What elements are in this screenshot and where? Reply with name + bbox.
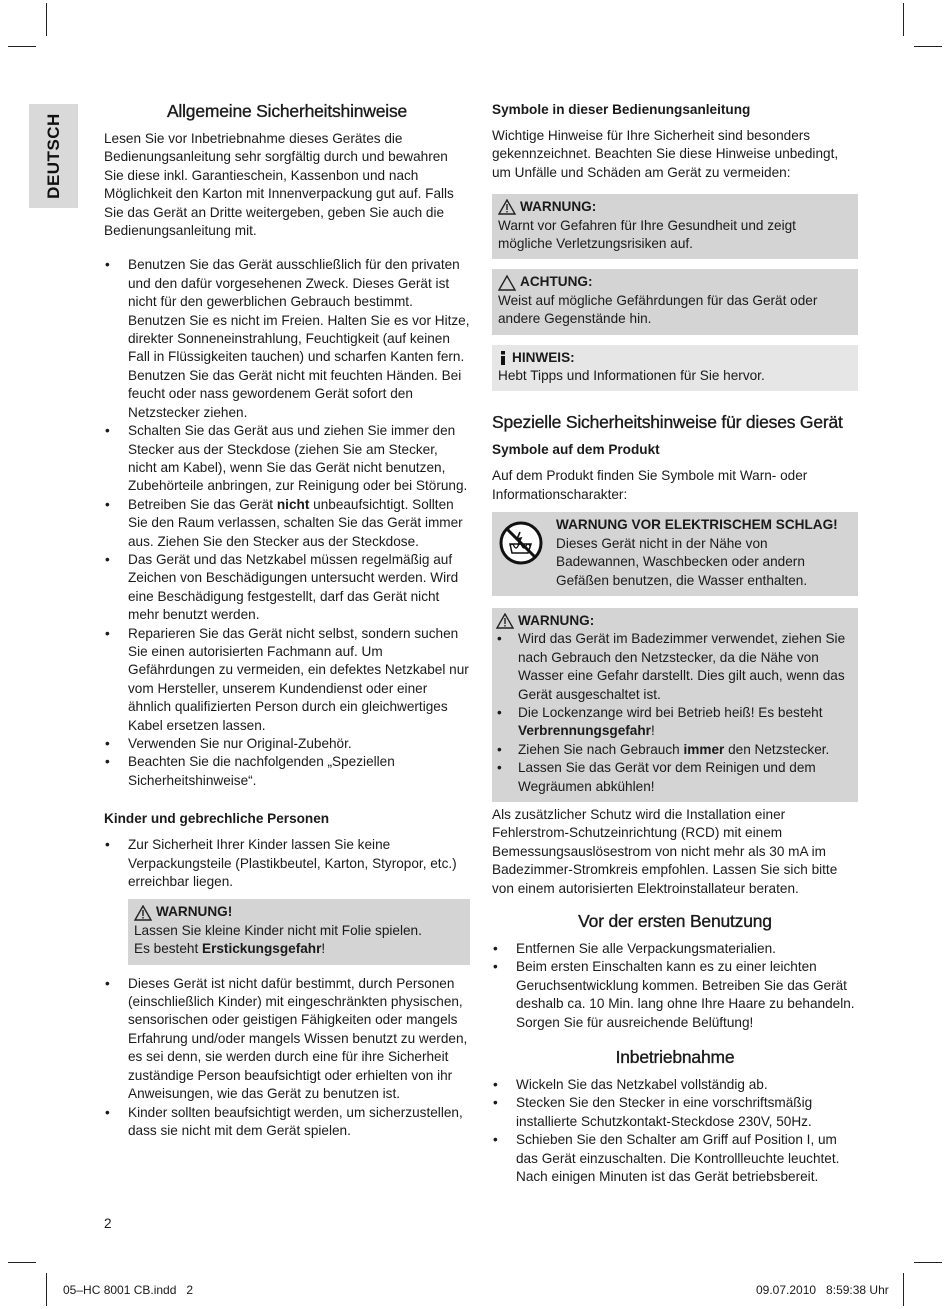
list-item: • Lassen Sie das Gerät vor dem Reinigen und dem Wegräumen abkühlen!: [496, 759, 852, 796]
list-item: • Schieben Sie den Schalter am Griff auf Position I, um das Gerät einzuschalten. Die Kontrollleuchte leuchtet. Nach einigen Minuten ist das Gerät betriebsbereit.: [492, 1131, 858, 1186]
children-list-2: [104, 975, 470, 1141]
warning-title: WARNUNG:: [518, 612, 595, 628]
warnung-box: [492, 194, 858, 259]
hinweis-box: [492, 345, 858, 392]
intro-paragraph: Lesen Sie vor Inbetriebnahme dieses Gerätes die Bedienungsanleitung sehr sorgfältig durch und bewahren Sie diese inkl. Garantieschein, Kassenbon und nach Möglichkeit den Karton mit Innenverpackung gut auf. Falls Sie das Gerät an Dritte weitergeben, geben Sie auch die Bedienungsanleitung mit.: [104, 131, 454, 239]
warning-title: WARNUNG!: [156, 904, 233, 920]
shock-warning-text: Dieses Gerät nicht in der Nähe von Badewannen, Waschbecken oder andern Gefäßen benutzen, die Wasser enthalten.: [556, 535, 808, 588]
footer-timestamp: 09.07.2010 8:59:38 Uhr: [756, 1283, 889, 1297]
list-item: • Beim ersten Einschalten kann es zu einer leichten Geruchsentwicklung kommen. Betreiben Sie das Gerät deshalb ca. 10 Min. lang ohne Ihre Haare zu behandeln. Sorgen Sie für ausreichende Belüftung!: [492, 958, 858, 1032]
list-item: • Kinder sollten beaufsichtigt werden, um sicherzustellen, dass sie nicht mit dem Gerät spielen.: [104, 1104, 470, 1141]
children-list-1: [104, 836, 470, 891]
achtung-title: ACHTUNG:: [520, 274, 593, 290]
shock-warning-box: [492, 512, 858, 596]
info-icon: [498, 350, 508, 366]
list-item: • Zur Sicherheit Ihrer Kinder lassen Sie keine Verpackungsteile (Plastikbeutel, Karton, Styropor, etc.) erreichbar liegen.: [104, 836, 470, 891]
warning-text: Es besteht Erstickungsgefahr!: [134, 941, 326, 957]
list-item: • Wird das Gerät im Badezimmer verwendet, ziehen Sie nach Gebrauch den Netzstecker, da die Nähe von Wasser eine Gefahr darstellt. Dies gilt auch, wenn das Gerät ausgeschaltet ist.: [496, 630, 852, 704]
bathroom-warning-list: [496, 630, 852, 796]
list-item: • Das Gerät und das Netzkabel müssen regelmäßig auf Zeichen von Beschädigungen untersucht werden. Wird eine Beschädigung festgestellt, darf das Gerät nicht mehr benutzt werden.: [104, 551, 470, 625]
crop-mark: [914, 46, 942, 47]
hinweis-text: Hebt Tipps und Informationen für Sie hervor.: [498, 368, 765, 384]
warning-box-children: [128, 899, 470, 964]
crop-mark: [903, 1273, 904, 1306]
list-item: • Wickeln Sie das Netzkabel vollständig ab.: [492, 1076, 858, 1094]
footer-file-name: 05–HC 8001 CB.indd 2: [63, 1283, 194, 1297]
bathroom-warning-box: [492, 608, 858, 802]
warning-triangle-icon: [496, 613, 514, 629]
list-item: • Dieses Gerät ist nicht dafür bestimmt, durch Personen (einschließlich Kinder) mit eingeschränkten physischen, sensorischen oder geistigen Fähigkeiten oder mangels Erfahrung und/oder mangels Wissen benutzt zu werden, es sei denn, sie werden durch eine für ihre Sicherheit zuständige Person beaufsichtigt oder erhielten von ihr Anweisungen, wie das Gerät zu benutzen ist.: [104, 975, 470, 1104]
crop-mark: [914, 1262, 942, 1263]
special-safety-heading: Spezielle Sicherheitshinweise für dieses Gerät: [492, 412, 843, 433]
operation-heading: Inbetriebnahme: [615, 1047, 735, 1068]
crop-mark: [8, 1262, 36, 1263]
list-item: • Reparieren Sie das Gerät nicht selbst, sondern suchen Sie einen autorisierten Fachmann auf. Um Gefährdungen zu vermeiden, ein defektes Netzkabel nur vom Hersteller, unserem Kundendienst oder einer ähnlich qualifizierten Person durch ein gleichwertiges Kabel ersetzen lassen.: [104, 625, 470, 735]
language-tab: [29, 104, 78, 208]
list-item: • Schalten Sie das Gerät aus und ziehen Sie immer den Stecker aus der Steckdose (ziehen Sie am Stecker, nicht am Kabel), wenn Sie das Gerät nicht benutzen, Zubehörteile anbringen, zur Reinigung oder bei Störung.: [104, 422, 470, 496]
symbols-intro: Wichtige Hinweise für Ihre Sicherheit sind besonders gekennzeichnet. Beachten Sie diese Hinweise unbedingt, um Unfälle und Schäden am Gerät zu vermeiden:: [492, 128, 839, 180]
crop-mark: [8, 46, 36, 47]
list-item: • Ziehen Sie nach Gebrauch immer den Netzstecker.: [496, 741, 852, 759]
hinweis-title: HINWEIS:: [512, 349, 575, 365]
product-symbols-intro: Auf dem Produkt finden Sie Symbole mit Warn- oder Informationscharakter:: [492, 468, 808, 502]
warnung-text: Warnt vor Gefahren für Ihre Gesundheit und zeigt mögliche Verletzungsrisiken auf.: [498, 217, 796, 252]
general-safety-list: [104, 256, 470, 790]
right-column: [492, 101, 858, 1194]
caution-triangle-icon: [498, 275, 516, 291]
symbols-heading: Symbole in dieser Bedienungsanleitung: [492, 102, 751, 117]
no-water-bath-icon: [498, 520, 544, 566]
achtung-box: [492, 269, 858, 334]
children-heading: Kinder und gebrechliche Personen: [104, 811, 330, 827]
warning-text: Lassen Sie kleine Kinder nicht mit Folie spielen.: [134, 922, 422, 938]
list-item: • Verwenden Sie nur Original-Zubehör.: [104, 735, 470, 753]
general-safety-heading: Allgemeine Sicherheitshinweise: [166, 101, 408, 121]
left-column: [104, 100, 470, 1148]
shock-warning-title: WARNUNG VOR ELEKTRISCHEM SCHLAG!: [556, 517, 838, 533]
operation-list: [492, 1076, 858, 1186]
list-item: • Entfernen Sie alle Verpackungsmaterialien.: [492, 940, 858, 958]
warnung-title: WARNUNG:: [520, 199, 597, 215]
first-use-heading: Vor der ersten Benutzung: [578, 911, 772, 931]
crop-mark: [903, 3, 904, 36]
list-item: • Beachten Sie die nachfolgenden „Speziellen Sicherheitshinweise“.: [104, 753, 470, 790]
warning-triangle-icon: [134, 905, 152, 921]
warning-triangle-icon: [498, 199, 516, 215]
crop-mark: [46, 1273, 47, 1306]
list-item: • Die Lockenzange wird bei Betrieb heiß! Es besteht Verbrennungsgefahr!: [496, 704, 852, 741]
rcd-paragraph: Als zusätzlicher Schutz wird die Installation einer Fehlerstrom-Schutzeinrichtung (RCD) mit einem Bemessungsauslösestrom von nicht mehr als 30 mA im Badezimmer-Stromkreis empfohlen. Lassen Sie sich bitte von einem autorisierten Elektroinstallateur beraten.: [492, 806, 838, 896]
list-item: • Betreiben Sie das Gerät nicht unbeaufsichtigt. Sollten Sie den Raum verlassen, schalten Sie das Gerät immer aus. Ziehen Sie den Stecker aus der Steckdose.: [104, 496, 470, 551]
first-use-list: [492, 940, 858, 1032]
achtung-text: Weist auf mögliche Gefährdungen für das Gerät oder andere Gegenstände hin.: [498, 292, 818, 327]
page-number: 2: [104, 1216, 112, 1231]
list-item: • Benutzen Sie das Gerät ausschließlich für den privaten und den dafür vorgesehenen Zweck. Dieses Gerät ist nicht für den gewerblichen Gebrauch bestimmt. Benutzen Sie es nicht im Freien. Halten Sie es vor Hitze, direkter Sonneneinstrahlung, Feuchtigkeit (auf keinen Fall in Flüssigkeiten tauchen) und scharfen Kanten fern. Benutzen Sie das Gerät nicht mit feuchten Händen. Bei feucht oder nass gewordenem Gerät sofort den Netzstecker ziehen.: [104, 256, 470, 422]
product-symbols-heading: Symbole auf dem Produkt: [492, 442, 660, 458]
list-item: • Stecken Sie den Stecker in eine vorschriftsmäßig installierte Schutzkontakt-Steckdose 230V, 50Hz.: [492, 1094, 858, 1131]
language-tab-label: DEUTSCH: [43, 113, 63, 199]
crop-mark: [46, 3, 47, 36]
